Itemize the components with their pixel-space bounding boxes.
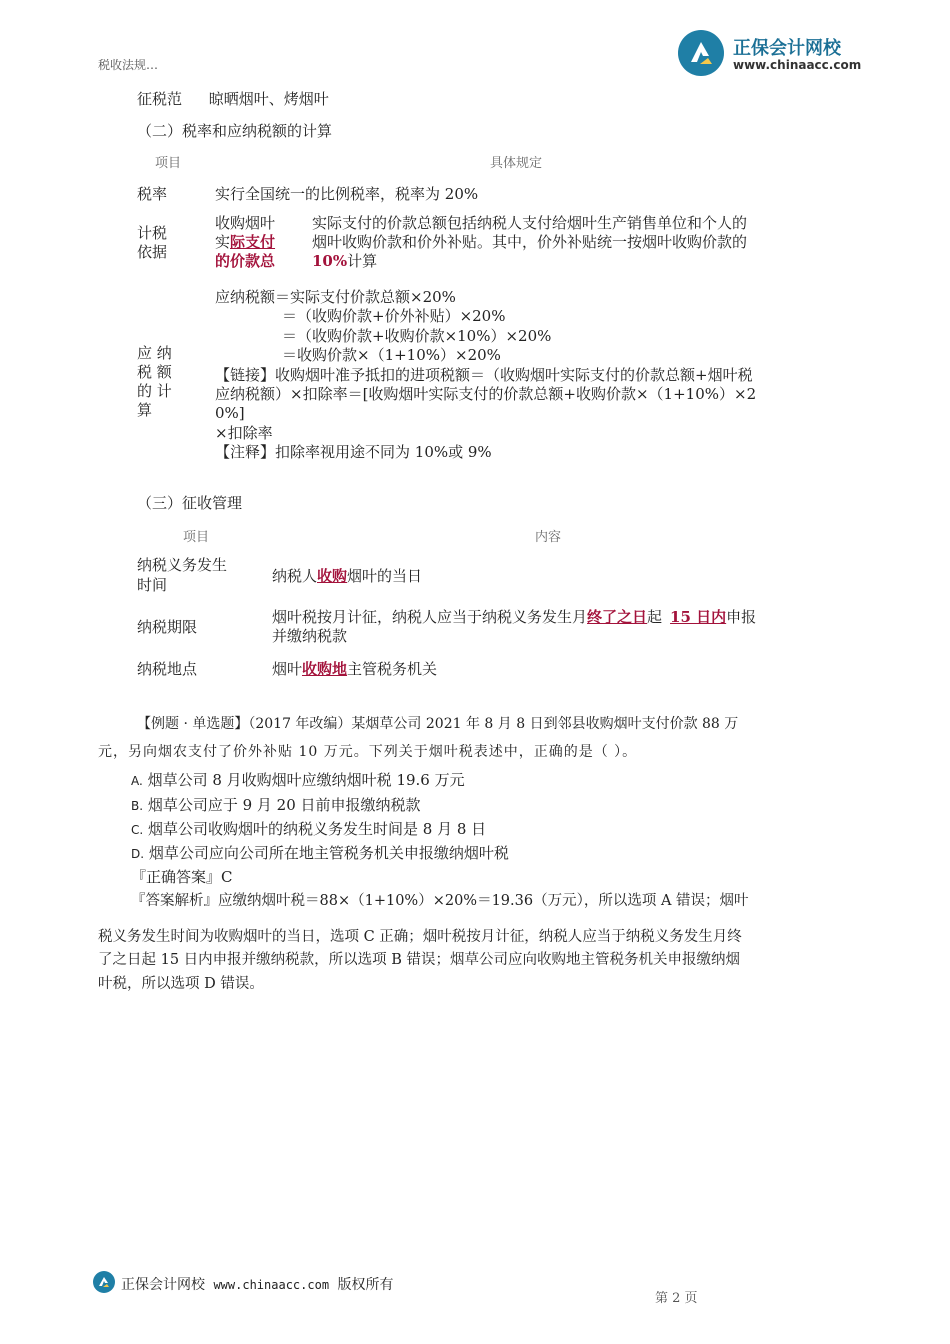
scope-row [137, 88, 329, 108]
calc-label-3: 的 计 [137, 382, 172, 400]
logo-url-text: www.chinaacc.com [733, 58, 862, 72]
correct-answer: 『正确答案』C [131, 868, 233, 886]
calc-label-4: 算 [137, 401, 153, 419]
calc-line-5: 【链接】收购烟叶准予抵扣的进项税额＝（收购烟叶实际支付的价款总额+烟叶税 [215, 366, 753, 384]
basis-text-3b: 计算 [347, 252, 378, 270]
row3-text-c: 主管税务机关 [347, 660, 438, 678]
basis-text-1: 实际支付的价款总额包括纳税人支付给烟叶生产销售单位和个人的 [312, 214, 748, 232]
table1-col-item: 项目 [155, 156, 182, 171]
option-b-key: B. [131, 799, 144, 813]
scope-label: 征税范 [137, 90, 183, 108]
table1-col-detail: 具体规定 [490, 156, 543, 171]
basis-sub-2b: 际支付 [230, 233, 276, 251]
calc-line-7: 0%] [215, 404, 245, 422]
calc-line-1: 应纳税额＝实际支付价款总额×20% [215, 288, 456, 306]
option-c-key: C. [131, 823, 144, 837]
top-left-fragment: 税收法规… [98, 58, 159, 72]
rate-value: 实行全国统一的比例税率，税率为 20% [215, 185, 479, 203]
analysis-line-2: 税义务发生时间为收购烟叶的当日，选项 C 正确；烟叶税按月计征，纳税人应当于纳税义务发生月终 [98, 929, 742, 945]
section2-heading: （三）征收管理 [137, 494, 243, 512]
basis-label-1: 计税 [137, 224, 168, 242]
calc-label-2: 税 额 [137, 363, 172, 381]
footer-brand: 正保会计网校 [121, 1277, 205, 1293]
section1-heading: （二）税率和应纳税额的计算 [137, 122, 333, 140]
basis-text-2: 烟叶收购价款和价外补贴。其中，价外补贴统一按烟叶收购价款的 [312, 233, 748, 251]
scope-value: 晾晒烟叶、烤烟叶 [208, 90, 329, 108]
option-d-key: D. [131, 847, 145, 861]
analysis-line-1: 『答案解析』应缴纳烟叶税＝88×（1+10%）×20%＝19.36（万元），所以选项 A 错误；烟叶 [131, 893, 749, 909]
row2-label: 纳税期限 [137, 618, 198, 636]
page-number: 第 2 页 [655, 1291, 698, 1306]
option-c [131, 818, 486, 839]
logo-emblem-icon [678, 30, 724, 76]
calc-label-1: 应 纳 [137, 344, 172, 362]
row3-text [272, 660, 438, 678]
row2-text-d: 15 日内 [670, 608, 727, 626]
example-title-2: 元，另向烟农支付了价外补贴 10 万元。下列关于烟叶税表述中，正确的是（ ）。 [98, 744, 638, 760]
row1-label-2: 时间 [137, 576, 168, 594]
basis-text-3a: 10% [312, 252, 348, 270]
option-a [131, 769, 465, 790]
table2-col-content: 内容 [535, 530, 562, 545]
basis-sub-3: 的价款总 [215, 252, 276, 270]
option-b [131, 794, 421, 815]
option-d-text: 烟草公司应向公司所在地主管税务机关申报缴纳烟叶税 [148, 844, 509, 862]
calc-line-8: ×扣除率 [215, 424, 273, 442]
rate-label: 税率 [137, 185, 168, 203]
calc-line-3: ＝（收购价款+收购价款×10%）×20% [282, 327, 552, 345]
row2-text-a: 烟叶税按月计征，纳税人应当于纳税义务发生月 [272, 608, 588, 626]
row1-text-b: 收购 [317, 567, 348, 585]
basis-sub-2a: 实 [215, 233, 231, 251]
option-d [131, 842, 509, 863]
option-a-key: A. [131, 774, 143, 788]
row2-text-line1 [272, 608, 756, 627]
option-a-text: 烟草公司 8 月收购烟叶应缴纳烟叶税 19.6 万元 [147, 771, 465, 789]
row1-text-a: 纳税人 [272, 567, 318, 585]
footer-rights: 版权所有 [337, 1277, 394, 1293]
basis-label-2: 依据 [137, 243, 168, 261]
row3-label: 纳税地点 [137, 660, 198, 678]
basis-sub-1: 收购烟叶 [215, 214, 276, 232]
footer-logo-icon [93, 1271, 115, 1293]
basis-sub-2 [215, 233, 275, 252]
logo-brand-text: 正保会计网校 [733, 38, 841, 59]
analysis-line-4: 叶税，所以选项 D 错误。 [98, 976, 264, 992]
row2-text-f: 并缴纳税款 [272, 627, 348, 645]
calc-line-4: ＝收购价款×（1+10%）×20% [282, 346, 501, 364]
row2-text-e: 申报 [726, 608, 757, 626]
basis-text-3 [312, 252, 377, 271]
calc-line-9: 【注释】扣除率视用途不同为 10%或 9% [215, 443, 492, 461]
row1-text [272, 567, 422, 586]
footer-url: www.chinaacc.com [213, 1278, 330, 1292]
row3-text-b: 收购地 [302, 660, 348, 678]
analysis-line-3: 了之日起 15 日内申报并缴纳税款，所以选项 B 错误；烟草公司应向收购地主管税务机关申报缴纳烟 [98, 952, 741, 968]
calc-line-2: ＝（收购价款+价外补贴）×20% [282, 307, 506, 325]
table2-col-item: 项目 [183, 530, 210, 545]
footer-text [121, 1274, 394, 1294]
row2-text-c: 起 [647, 608, 663, 626]
option-b-text: 烟草公司应于 9 月 20 日前申报缴纳税款 [147, 796, 421, 814]
row1-label-1: 纳税义务发生 [137, 556, 228, 574]
calc-line-6: 应纳税额）×扣除率＝[收购烟叶实际支付的价款总额+收购价款×（1+10%）×2 [215, 385, 757, 403]
example-title: 【例题 · 单选题】（2017 年改编）某烟草公司 2021 年 8 月 8 日到邻县收购烟叶支付价款 88 万 [137, 716, 739, 732]
row1-text-c: 烟叶的当日 [347, 567, 423, 585]
row3-text-a: 烟叶 [272, 660, 303, 678]
row2-text-b: 终了之日 [587, 608, 648, 626]
option-c-text: 烟草公司收购烟叶的纳税义务发生时间是 8 月 8 日 [147, 820, 487, 838]
